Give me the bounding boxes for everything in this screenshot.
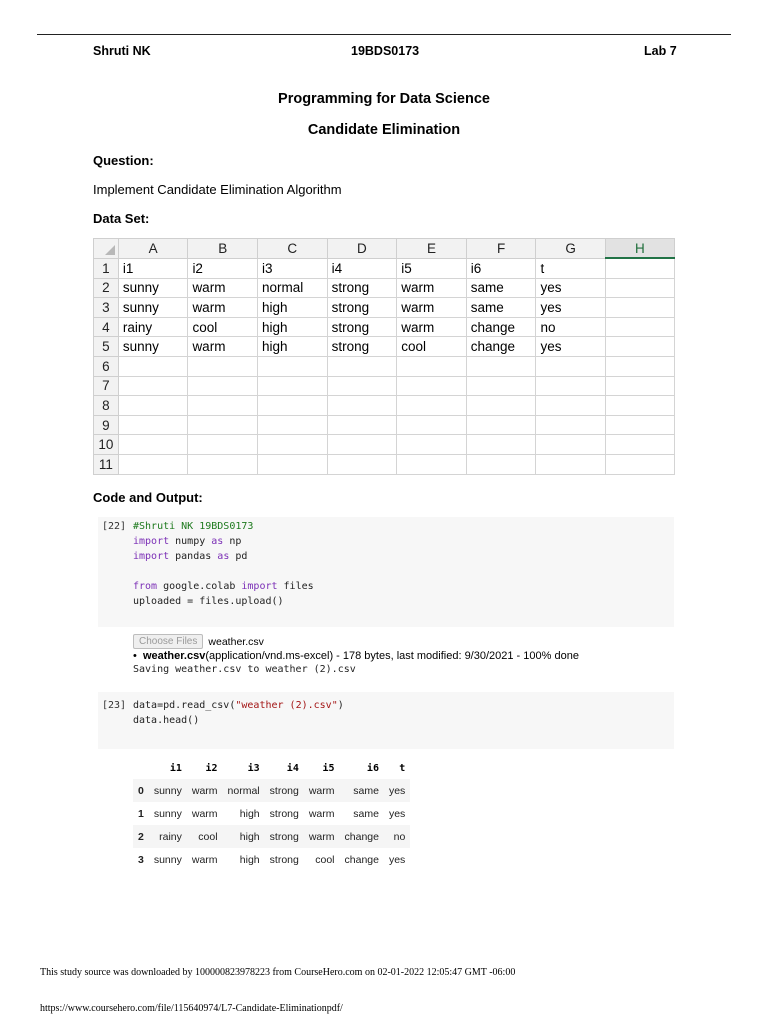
sheet-cell[interactable] <box>466 396 536 416</box>
sheet-cell[interactable]: high <box>257 337 327 357</box>
sheet-cell[interactable]: warm <box>397 317 467 337</box>
dataframe-cell: cool <box>315 853 335 866</box>
sheet-cell[interactable]: yes <box>536 298 605 318</box>
row-number[interactable]: 9 <box>94 415 119 435</box>
dataframe-cell: strong <box>265 779 304 802</box>
code-line: data=pd.read_csv("weather (2).csv") <box>133 700 344 711</box>
dataframe-cell: high <box>239 853 260 866</box>
sheet-cell[interactable] <box>118 376 188 396</box>
upload-widget <box>133 634 264 649</box>
dataframe-header-row <box>133 757 410 779</box>
sheet-cell[interactable] <box>327 376 397 396</box>
sheet-cell[interactable] <box>536 396 605 416</box>
sheet-cell[interactable] <box>605 298 674 318</box>
dataset-label: Data Set: <box>93 211 150 226</box>
dataframe-row <box>133 802 410 825</box>
sheet-cell[interactable] <box>605 278 674 298</box>
dataframe-column-header <box>133 757 149 779</box>
sheet-cell[interactable] <box>466 415 536 435</box>
dataframe-cell: sunny <box>153 853 182 866</box>
question-label: Question: <box>93 153 154 168</box>
sheet-cell[interactable] <box>397 454 467 474</box>
sheet-cell[interactable]: i2 <box>188 258 258 278</box>
sheet-cell[interactable] <box>327 435 397 455</box>
sheet-cell[interactable]: i3 <box>257 258 327 278</box>
sheet-cell[interactable] <box>605 258 674 278</box>
code-line: from google.colab import files <box>133 581 314 592</box>
column-header-c[interactable]: C <box>257 239 327 259</box>
sheet-cell[interactable]: i4 <box>327 258 397 278</box>
code-block <box>133 698 344 728</box>
dataframe-cell: high <box>239 807 260 820</box>
column-header-h[interactable]: H <box>605 239 674 259</box>
sheet-row <box>94 376 675 396</box>
dataframe-cell: yes <box>388 807 406 820</box>
sheet-cell[interactable] <box>257 435 327 455</box>
dataframe-cell: change <box>344 853 379 866</box>
dataframe-index: 1 <box>138 807 144 820</box>
question-text: Implement Candidate Elimination Algorithm <box>93 182 342 197</box>
sheet-row <box>94 258 675 278</box>
sheet-cell[interactable] <box>118 435 188 455</box>
column-header-e[interactable]: E <box>397 239 467 259</box>
sheet-cell[interactable]: strong <box>327 337 397 357</box>
row-number[interactable]: 11 <box>94 454 119 474</box>
dataframe-cell: warm <box>308 807 335 820</box>
sheet-cell[interactable]: cool <box>188 317 258 337</box>
sheet-cell[interactable] <box>605 317 674 337</box>
sheet-cell[interactable]: warm <box>188 337 258 357</box>
code-line: data.head() <box>133 715 200 726</box>
sheet-cell[interactable]: sunny <box>118 337 188 357</box>
column-header-g[interactable]: G <box>536 239 605 259</box>
sheet-cell[interactable]: change <box>466 337 536 357</box>
saving-message: Saving weather.csv to weather (2).csv <box>133 664 356 675</box>
row-number[interactable]: 10 <box>94 435 119 455</box>
footer-source: This study source was downloaded by 100000823978223 from CourseHero.com on 02-01-2022 12:05:47 GMT -06:00 <box>40 967 516 978</box>
sheet-cell[interactable] <box>466 356 536 376</box>
sheet-cell[interactable] <box>536 454 605 474</box>
uploaded-file-name: weather.csv <box>142 650 206 662</box>
sheet-cell[interactable] <box>118 415 188 435</box>
row-number[interactable]: 5 <box>94 337 119 357</box>
roll-number: 19BDS0173 <box>351 44 420 58</box>
dataframe-column-header: i3 <box>247 762 260 774</box>
sheet-cell[interactable] <box>397 415 467 435</box>
sheet-cell[interactable]: warm <box>188 278 258 298</box>
sheet-row <box>94 415 675 435</box>
sheet-cell[interactable] <box>118 356 188 376</box>
sheet-cell[interactable] <box>536 435 605 455</box>
sheet-cell[interactable] <box>327 415 397 435</box>
column-header-d[interactable]: D <box>327 239 397 259</box>
top-rule <box>37 34 731 35</box>
upload-file-detail: (application/vnd.ms-excel) - 178 bytes, last modified: 9/30/2021 - 100% done <box>205 650 579 662</box>
sheet-row <box>94 396 675 416</box>
sheet-cell[interactable] <box>257 415 327 435</box>
row-number[interactable]: 3 <box>94 298 119 318</box>
sheet-cell[interactable] <box>188 396 258 416</box>
sheet-cell[interactable]: i6 <box>466 258 536 278</box>
dataframe-row <box>133 825 410 848</box>
sheet-cell[interactable] <box>188 356 258 376</box>
dataframe-column-header: t <box>399 762 406 774</box>
cell-number: [22] <box>102 521 127 532</box>
sheet-cell[interactable] <box>188 415 258 435</box>
dataframe-cell: cool <box>187 825 223 848</box>
dataframe-row <box>133 848 410 871</box>
sheet-cell[interactable] <box>188 454 258 474</box>
dataframe-cell: normal <box>223 779 265 802</box>
sheet-cell[interactable] <box>397 376 467 396</box>
sheet-cell[interactable]: high <box>257 298 327 318</box>
sheet-cell[interactable] <box>327 356 397 376</box>
row-number[interactable]: 2 <box>94 278 119 298</box>
sheet-cell[interactable] <box>466 454 536 474</box>
row-number[interactable]: 7 <box>94 376 119 396</box>
dataframe-cell: same <box>353 807 379 820</box>
dataframe-cell: yes <box>384 779 410 802</box>
sheet-cell[interactable] <box>466 376 536 396</box>
dataframe-index: 3 <box>138 853 144 866</box>
code-line <box>133 564 314 579</box>
sheet-cell[interactable] <box>466 435 536 455</box>
code-output-label: Code and Output: <box>93 490 203 505</box>
sheet-cell[interactable] <box>536 356 605 376</box>
dataframe-cell: rainy <box>149 825 187 848</box>
sheet-cell[interactable]: t <box>536 258 605 278</box>
sheet-cell[interactable] <box>397 356 467 376</box>
author-name: Shruti NK <box>93 44 151 58</box>
dataframe-index: 0 <box>133 779 149 802</box>
sheet-cell[interactable] <box>605 435 674 455</box>
sheet-cell[interactable]: high <box>257 317 327 337</box>
row-number[interactable]: 6 <box>94 356 119 376</box>
dataframe-cell: sunny <box>153 807 182 820</box>
sheet-cell[interactable]: same <box>466 278 536 298</box>
sheet-cell[interactable]: same <box>466 298 536 318</box>
sheet-cell[interactable] <box>397 435 467 455</box>
sheet-cell[interactable]: strong <box>327 298 397 318</box>
row-number[interactable]: 8 <box>94 396 119 416</box>
sheet-row <box>94 435 675 455</box>
code-block <box>133 519 314 609</box>
dataframe-cell: high <box>223 825 265 848</box>
sheet-cell[interactable]: warm <box>188 298 258 318</box>
dataframe-column-header: i1 <box>169 762 182 774</box>
sheet-cell[interactable]: change <box>466 317 536 337</box>
sheet-cell[interactable]: i5 <box>397 258 467 278</box>
code-line: #Shruti NK 19BDS0173 <box>133 521 254 532</box>
sheet-cell[interactable] <box>605 356 674 376</box>
bullet-icon: • <box>133 650 143 662</box>
upload-status-line <box>133 650 579 662</box>
sheet-cell[interactable]: i1 <box>118 258 188 278</box>
sheet-cell[interactable] <box>257 376 327 396</box>
column-header-row <box>94 239 675 259</box>
sheet-cell[interactable] <box>257 356 327 376</box>
dataframe-index: 2 <box>133 825 149 848</box>
spreadsheet <box>93 238 675 480</box>
sheet-cell[interactable] <box>536 376 605 396</box>
sheet-row <box>94 356 675 376</box>
cell-number: [23] <box>102 700 127 711</box>
dataframe-cell: warm <box>191 853 218 866</box>
dataframe-row <box>133 779 410 802</box>
code-cell-23[interactable] <box>98 692 674 749</box>
dataframe-cell: yes <box>388 853 406 866</box>
dataframe-cell: warm <box>191 807 218 820</box>
sheet-cell[interactable] <box>536 415 605 435</box>
dataframe-column-header: i6 <box>366 762 379 774</box>
select-all-corner[interactable] <box>94 239 119 259</box>
dataframe-cell: no <box>384 825 410 848</box>
code-line: import numpy as np <box>133 536 242 547</box>
dataframe-cell: strong <box>269 853 299 866</box>
dataframe-cell: strong <box>269 807 299 820</box>
sheet-cell[interactable] <box>257 396 327 416</box>
selected-file-name: weather.csv <box>208 635 264 648</box>
sheet-row <box>94 278 675 298</box>
sheet-cell[interactable]: cool <box>397 337 467 357</box>
dataframe-cell: warm <box>304 825 340 848</box>
sheet-cell[interactable]: warm <box>397 278 467 298</box>
sheet-cell[interactable]: rainy <box>118 317 188 337</box>
column-header-a[interactable]: A <box>118 239 188 259</box>
footer-url: https://www.coursehero.com/file/115640974/L7-Candidate-Eliminationpdf/ <box>40 1003 343 1014</box>
sheet-cell[interactable]: yes <box>536 278 605 298</box>
lab-number: Lab 7 <box>644 44 677 58</box>
sheet-cell[interactable] <box>605 376 674 396</box>
dataframe-cell: same <box>340 779 384 802</box>
sheet-cell[interactable]: sunny <box>118 298 188 318</box>
sheet-cell[interactable]: no <box>536 317 605 337</box>
sheet-cell[interactable]: yes <box>536 337 605 357</box>
column-header-f[interactable]: F <box>466 239 536 259</box>
row-number[interactable]: 1 <box>94 258 119 278</box>
dataframe-cell: warm <box>304 779 340 802</box>
sheet-cell[interactable] <box>188 376 258 396</box>
sheet-cell[interactable] <box>605 337 674 357</box>
sheet-cell[interactable]: strong <box>327 317 397 337</box>
sheet-cell[interactable] <box>118 396 188 416</box>
sheet-cell[interactable] <box>605 415 674 435</box>
sheet-cell[interactable] <box>605 454 674 474</box>
sheet-cell[interactable] <box>118 454 188 474</box>
code-cell-22[interactable] <box>98 517 674 627</box>
dataframe-cell: strong <box>265 825 304 848</box>
sheet-row <box>94 337 675 357</box>
sheet-row <box>94 454 675 474</box>
dataframe-column-header: i5 <box>322 762 335 774</box>
topic-title: Candidate Elimination <box>307 122 461 138</box>
code-line: uploaded = files.upload() <box>133 596 284 607</box>
dataframe-cell: sunny <box>149 779 187 802</box>
sheet-row <box>94 317 675 337</box>
sheet-cell[interactable] <box>605 396 674 416</box>
sheet-row <box>94 298 675 318</box>
sheet-cell[interactable]: warm <box>397 298 467 318</box>
dataframe-cell: change <box>340 825 384 848</box>
sheet-cell[interactable] <box>327 396 397 416</box>
sheet-cell[interactable] <box>397 396 467 416</box>
sheet-cell[interactable] <box>327 454 397 474</box>
code-line: import pandas as pd <box>133 551 248 562</box>
course-title: Programming for Data Science <box>278 91 490 107</box>
sheet-cell[interactable] <box>257 454 327 474</box>
sheet-cell[interactable] <box>188 435 258 455</box>
column-header-b[interactable]: B <box>188 239 258 259</box>
choose-files-button[interactable]: Choose Files <box>133 634 203 649</box>
dataframe-cell: warm <box>187 779 223 802</box>
dataframe-output <box>133 757 410 871</box>
sheet-cell[interactable]: normal <box>257 278 327 298</box>
dataframe-column-header: i2 <box>205 762 218 774</box>
sheet-cell[interactable]: strong <box>327 278 397 298</box>
spreadsheet-grid <box>93 238 675 475</box>
sheet-cell[interactable]: sunny <box>118 278 188 298</box>
row-number[interactable]: 4 <box>94 317 119 337</box>
dataframe-column-header: i4 <box>286 762 299 774</box>
